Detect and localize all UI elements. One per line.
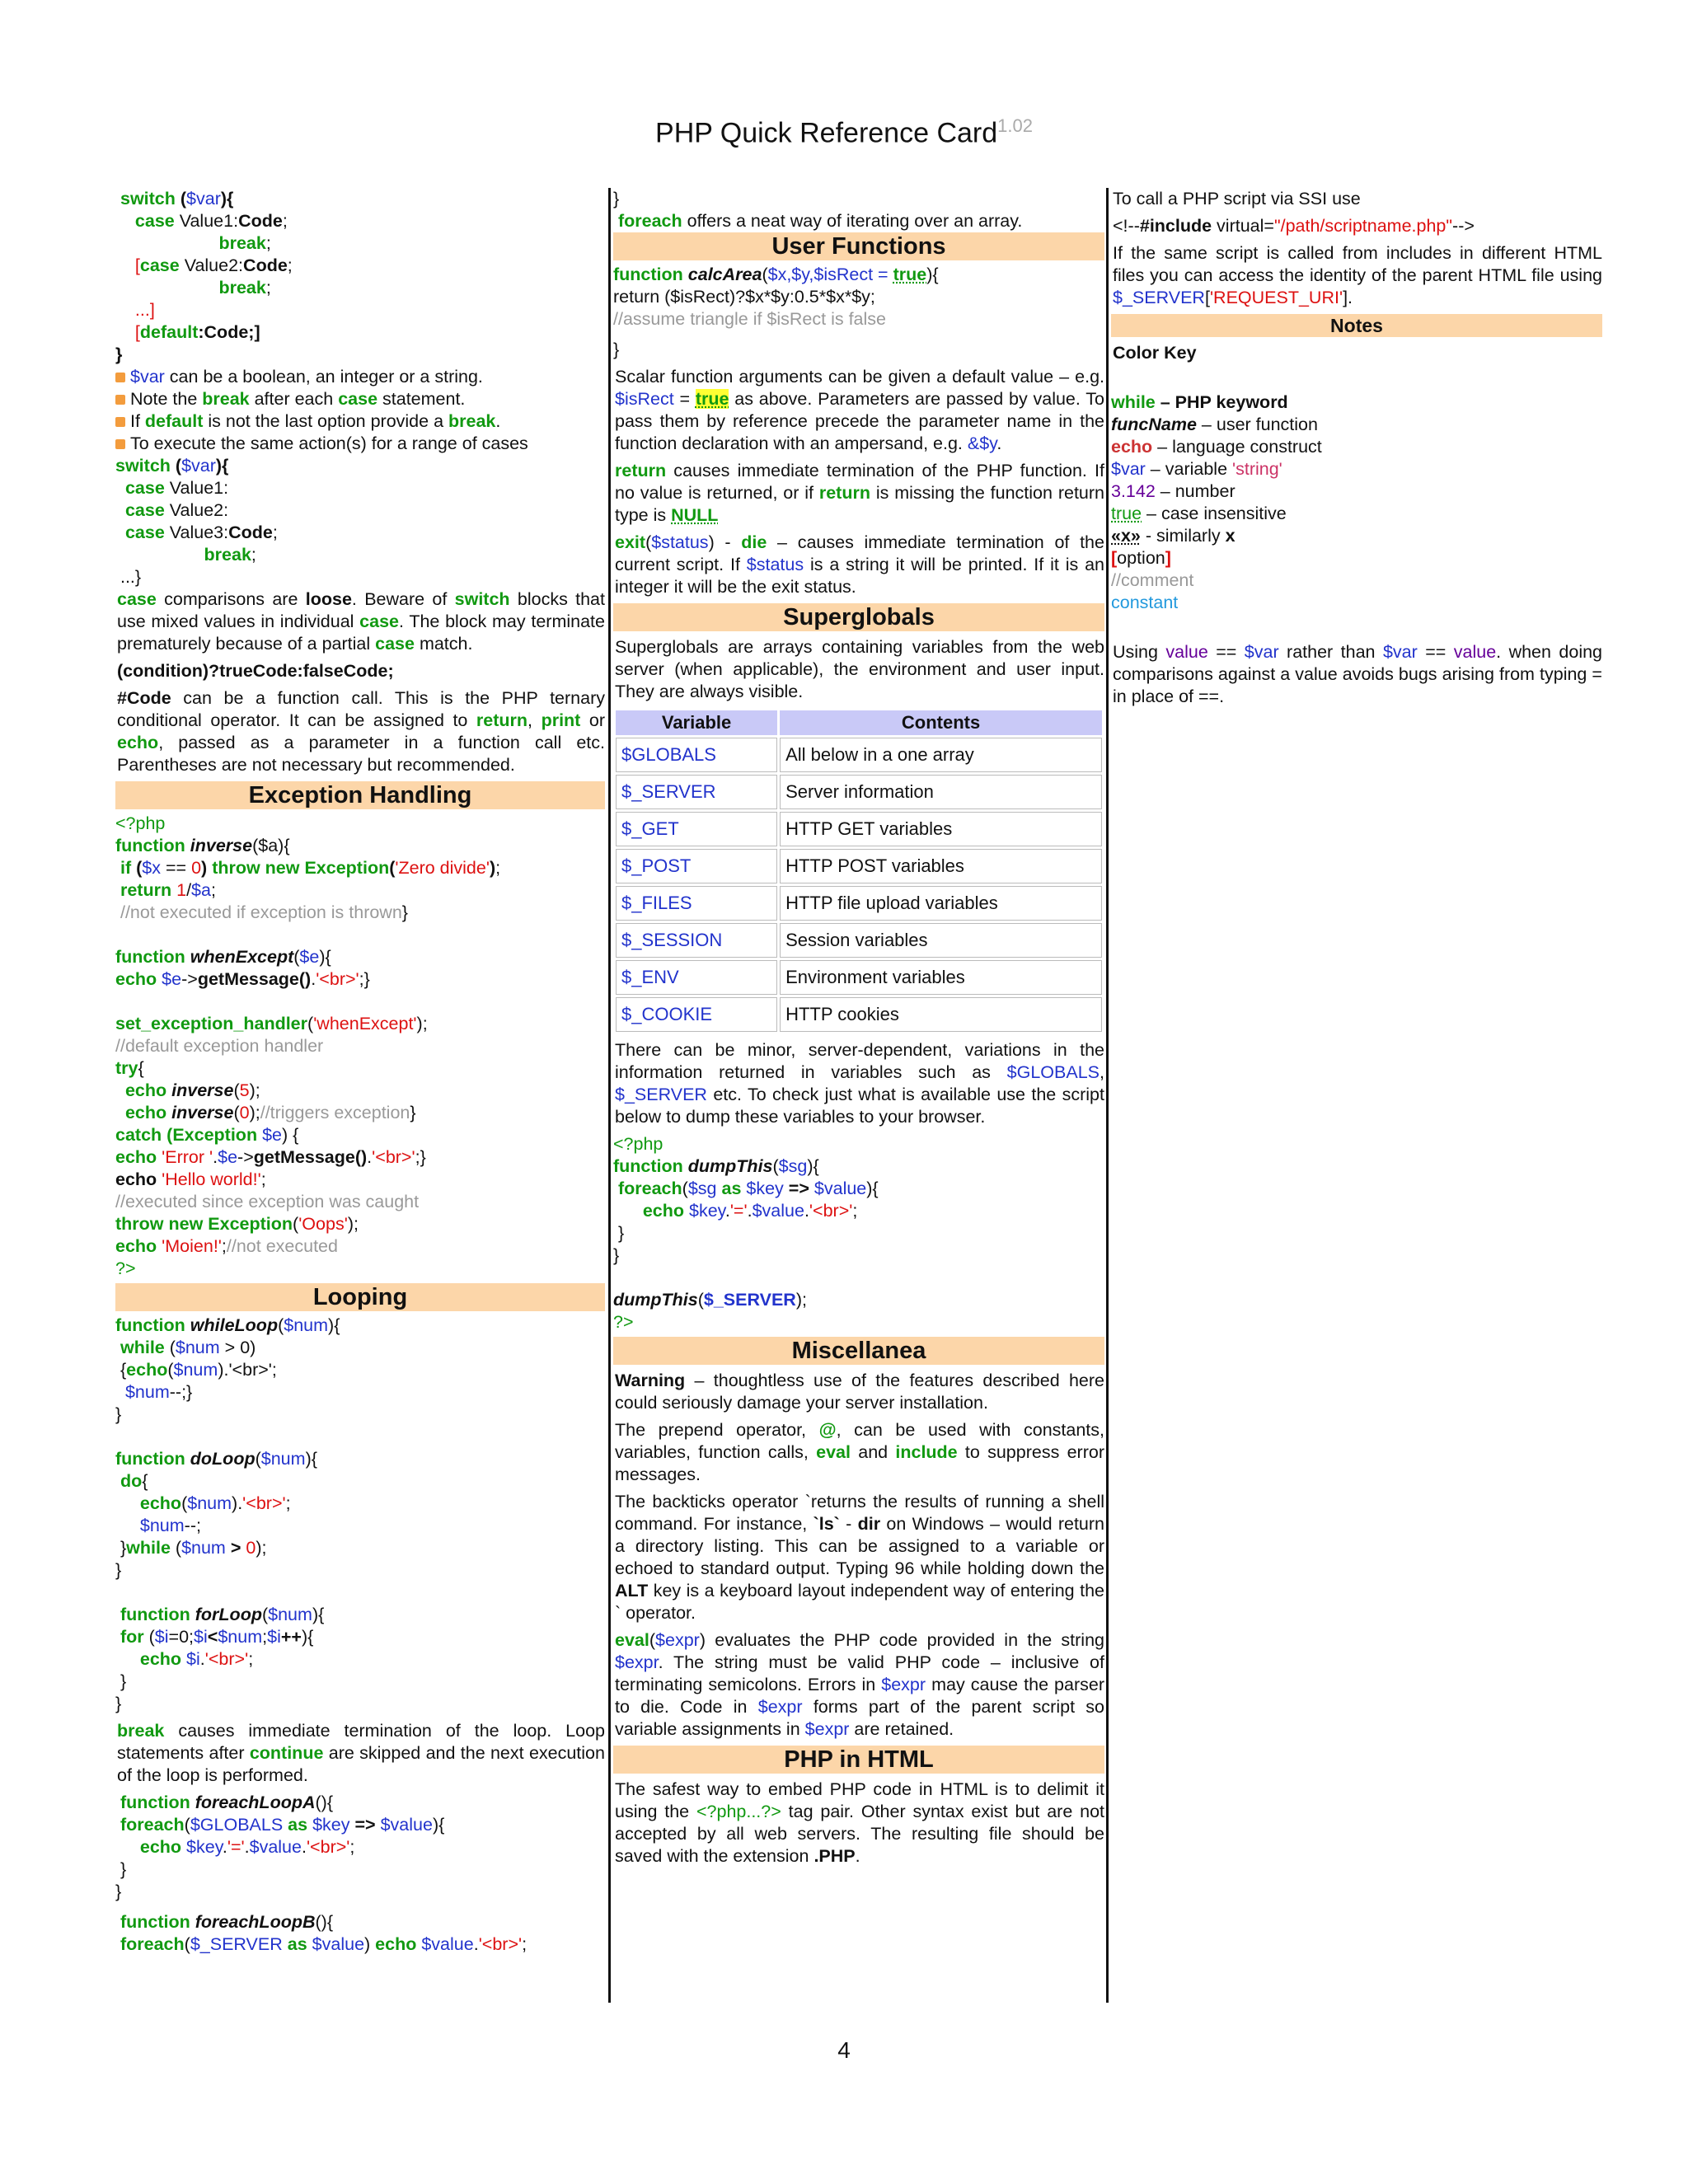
bullet-icon <box>115 439 125 449</box>
paragraph: The safest way to embed PHP code in HTML is to delimit it using the <?php...?> tag pair. Other syntax exist but are not accepted by all web servers. The resulting file should be saved with the extension .PHP. <box>615 1779 1105 1866</box>
bullet-icon <box>115 373 125 382</box>
ssi-include-line: <!--#include virtual="/path/scriptname.php"--> <box>1113 216 1475 236</box>
code-line: set_exception_handler('whenExcept'); <box>115 1014 428 1033</box>
code-line: } <box>115 344 123 364</box>
code-line: try{ <box>115 1058 144 1078</box>
code-line: break; <box>204 545 256 565</box>
code-line: } <box>613 1223 625 1243</box>
paragraph: Superglobals are arrays containing variables from the web server (when applicable), the environment and user input. They are always visible. <box>615 637 1104 701</box>
code-line: function whileLoop($num){ <box>115 1315 340 1335</box>
table-row: $_COOKIE HTTP cookies <box>616 997 1102 1032</box>
code-line: } <box>115 1694 122 1713</box>
code-line: $num--;} <box>124 1382 193 1402</box>
code-comment: //assume triangle if $isRect is false <box>613 309 886 329</box>
color-key-item: $var – variable 'string' <box>1111 459 1282 479</box>
bullet-item: $var can be a boolean, an integer or a string. <box>115 366 605 388</box>
table-row: $_SESSION Session variables <box>616 923 1102 958</box>
code-line: function foreachLoopB(){ <box>120 1912 333 1932</box>
bullet-item: To execute the same action(s) for a range of cases <box>115 433 605 455</box>
paragraph: Using value == $var rather than $var == value. when doing comparisons against a value avoids bugs arising from typing = in place of ==. <box>1113 642 1603 706</box>
code-line: echo $e->getMessage().'<br>';} <box>115 969 370 989</box>
code-line: foreach($GLOBALS as $key => $value){ <box>120 1815 445 1835</box>
code-line: do{ <box>120 1471 148 1491</box>
color-key-item: while – PHP keyword <box>1111 392 1288 412</box>
paragraph: break causes immediate termination of the loop. Loop statements after continue are skipped and the next execution of the loop is performed. <box>117 1721 605 1785</box>
paragraph: case comparisons are loose. Beware of switch blocks that use mixed values in individual case. The block may terminate prematurely because of a partial case match. <box>117 589 605 654</box>
code-line: function dumpThis($sg){ <box>613 1156 819 1176</box>
paragraph: If the same script is called from includes in different HTML files you can access the identity of the parent HTML file using $_SERVER['REQUEST_URI']. <box>1113 243 1602 307</box>
code-line: ?> <box>613 1312 634 1332</box>
code-line: dumpThis($_SERVER); <box>613 1290 807 1310</box>
code-line: } <box>115 1671 127 1691</box>
code-line: //not executed if exception is thrown} <box>120 902 408 922</box>
color-key-item: //comment <box>1111 570 1194 590</box>
code-line: return 1/$a; <box>120 880 216 900</box>
code-line: }while ($num > 0); <box>115 1538 267 1558</box>
code-line: echo 'Moien!';//not executed <box>115 1236 338 1256</box>
column-divider <box>1106 188 1109 2003</box>
code-comment: //executed since exception was caught <box>115 1192 420 1212</box>
paragraph: There can be minor, server-dependent, variations in the information returned in variables such as $GLOBALS, $_SERVER etc. To check just what is available use the script below to dump these variables to your browser. <box>615 1040 1104 1127</box>
code-line: for ($i=0;$i<$num;$i++){ <box>120 1627 314 1647</box>
code-line: echo 'Hello world!'; <box>115 1169 266 1189</box>
section-heading-superglobals: Superglobals <box>613 603 1104 631</box>
column-header: Variable <box>616 710 777 735</box>
code-line: } <box>613 340 620 359</box>
code-line: case Value3:Code; <box>124 523 278 542</box>
code-line: echo($num).'<br>'; <box>139 1493 291 1513</box>
code-line: [default:Code;] <box>134 322 260 342</box>
color-key-item: [option] <box>1111 548 1171 568</box>
column-2 <box>613 188 1104 1872</box>
paragraph: The prepend operator, @, can be used with constants, variables, function calls, eval and include to suppress error messages. <box>615 1420 1104 1484</box>
code-line: foreach($sg as $key => $value){ <box>617 1179 879 1198</box>
code-line: catch (Exception $e) { <box>115 1125 299 1145</box>
color-key-item: constant <box>1111 593 1179 612</box>
code-line: case Value1: <box>124 478 229 498</box>
code-line: <?php <box>115 813 166 833</box>
color-key-item: funcName – user function <box>1111 415 1318 434</box>
color-key-item: 3.142 – number <box>1111 481 1236 501</box>
code-line: echo $key.'='.$value.'<br>'; <box>139 1837 355 1857</box>
code-line: function inverse($a){ <box>115 836 290 855</box>
code-line: } <box>613 189 620 209</box>
column-divider <box>608 188 611 2003</box>
code-line: throw new Exception('Oops'); <box>115 1214 359 1234</box>
code-line: break; <box>218 233 271 253</box>
superglobals-table <box>613 708 1104 1034</box>
section-heading-php-in-html: PHP in HTML <box>613 1746 1104 1774</box>
code-line: echo inverse(0);//triggers exception} <box>124 1103 416 1122</box>
bullet-item: If default is not the last option provide a break. <box>115 410 605 433</box>
paragraph: Warning – thoughtless use of the features described here could seriously damage your server installation. <box>615 1371 1104 1413</box>
section-heading-looping: Looping <box>115 1283 605 1311</box>
code-line: [case Value2:Code; <box>134 255 293 275</box>
paragraph: Scalar function arguments can be given a default value – e.g. $isRect = true as above. Parameters are passed by value. To pass them by reference precede the parameter name in the function declaration with an ampersand, e.g. &$y. <box>615 367 1104 453</box>
section-heading-exception: Exception Handling <box>115 781 605 809</box>
table-row: $GLOBALS All below in a one array <box>616 738 1102 772</box>
code-line: function foreachLoopA(){ <box>120 1793 333 1812</box>
page-number: 4 <box>837 2037 851 2063</box>
code-line: foreach($_SERVER as $value) echo $value.'<br>'; <box>120 1934 528 1954</box>
paragraph: exit($status) - die – causes immediate termination of the current script. If $status is a string it will be printed. If it is an integer it will be the exit status. <box>615 532 1104 597</box>
paragraph: eval($expr) evaluates the PHP code provided in the string $expr. The string must be valid PHP code – inclusive of terminating semicolons. Errors in $expr may cause the parser to die. Code in $expr forms part of the parent script so variable assignments in $expr are retained. <box>615 1630 1105 1739</box>
paragraph: #Code can be a function call. This is the PHP ternary conditional operator. It can be assigned to return, print or echo, passed as a parameter in a function call etc. Parentheses are not necessary but recommended. <box>117 688 605 775</box>
code-line: } <box>115 1859 127 1879</box>
code-line: {echo($num).'<br>'; <box>115 1360 277 1380</box>
section-heading-miscellanea: Miscellanea <box>613 1337 1104 1365</box>
table-row: $_FILES HTTP file upload variables <box>616 886 1102 921</box>
code-line: case Value1:Code; <box>134 211 288 231</box>
code-line: echo $key.'='.$value.'<br>'; <box>642 1201 858 1221</box>
version: 1.02 <box>997 115 1033 136</box>
code-line: foreach offers a neat way of iterating over an array. <box>617 211 1023 231</box>
code-line: switch ($var){ <box>120 189 234 209</box>
code-line: function calcArea($x,$y,$isRect = true){ <box>613 265 939 284</box>
code-line: echo inverse(5); <box>124 1080 260 1100</box>
table-row: $_SERVER Server information <box>616 775 1102 809</box>
paragraph: The backticks operator `returns the results of running a shell command. For instance, `ls` - dir on Windows – would return a directory listing. This can be assigned to a variable or echoed to standard output. Typing 96 while holding down the ALT key is a keyboard layout independent way of entering the ` operator. <box>615 1492 1104 1623</box>
table-row: $_GET HTTP GET variables <box>616 812 1102 846</box>
color-key-item: echo – language construct <box>1111 437 1322 457</box>
column-1 <box>115 188 605 1956</box>
code-line: function whenExcept($e){ <box>115 947 331 967</box>
code-line: ...] <box>134 300 155 320</box>
code-line: } <box>115 1882 122 1901</box>
code-line: } <box>613 1245 620 1265</box>
color-key-item: «x» - similarly x <box>1111 526 1236 546</box>
code-line: $num--; <box>139 1516 201 1535</box>
code-line: <?php <box>613 1134 663 1154</box>
code-line: echo $i.'<br>'; <box>139 1649 254 1669</box>
code-line: } <box>115 1560 122 1580</box>
code-line: function forLoop($num){ <box>120 1605 325 1624</box>
code-line: case Value2: <box>124 500 229 520</box>
code-line: } <box>115 1404 122 1424</box>
code-line: ?> <box>115 1258 136 1278</box>
table-row: $_ENV Environment variables <box>616 960 1102 995</box>
code-line: while ($num > 0) <box>120 1338 256 1357</box>
code-line: break; <box>218 278 271 298</box>
code-line: function doLoop($num){ <box>115 1449 317 1469</box>
column-header: Contents <box>780 710 1102 735</box>
code-line: if ($x == 0) throw new Exception('Zero divide'); <box>120 858 501 878</box>
section-heading-user-functions: User Functions <box>613 232 1104 260</box>
bullet-icon <box>115 417 125 427</box>
code-line: echo 'Error '.$e->getMessage().'<br>';} <box>115 1147 426 1167</box>
color-key-title: Color Key <box>1113 343 1197 363</box>
table-row: $_POST HTTP POST variables <box>616 849 1102 883</box>
bullet-icon <box>115 395 125 405</box>
page-title: PHP Quick Reference Card$^{1.02}$ <box>655 115 1033 149</box>
paragraph: return causes immediate termination of the PHP function. If no value is returned, or if return is missing the function return type is NULL <box>615 461 1104 525</box>
section-heading-notes: Notes <box>1111 314 1602 337</box>
code-line: ...} <box>120 567 142 587</box>
column-3 <box>1111 188 1602 713</box>
code-line: switch ($var){ <box>115 456 229 476</box>
code-line: return ($isRect)?$x*$y:0.5*$x*$y; <box>613 287 875 307</box>
bullet-item: Note the break after each case statement. <box>115 388 605 410</box>
code-comment: //default exception handler <box>115 1036 324 1056</box>
paragraph: To call a PHP script via SSI use <box>1113 189 1361 209</box>
ternary-line: (condition)?trueCode:falseCode; <box>117 661 394 681</box>
color-key-item: true – case insensitive <box>1111 504 1287 523</box>
